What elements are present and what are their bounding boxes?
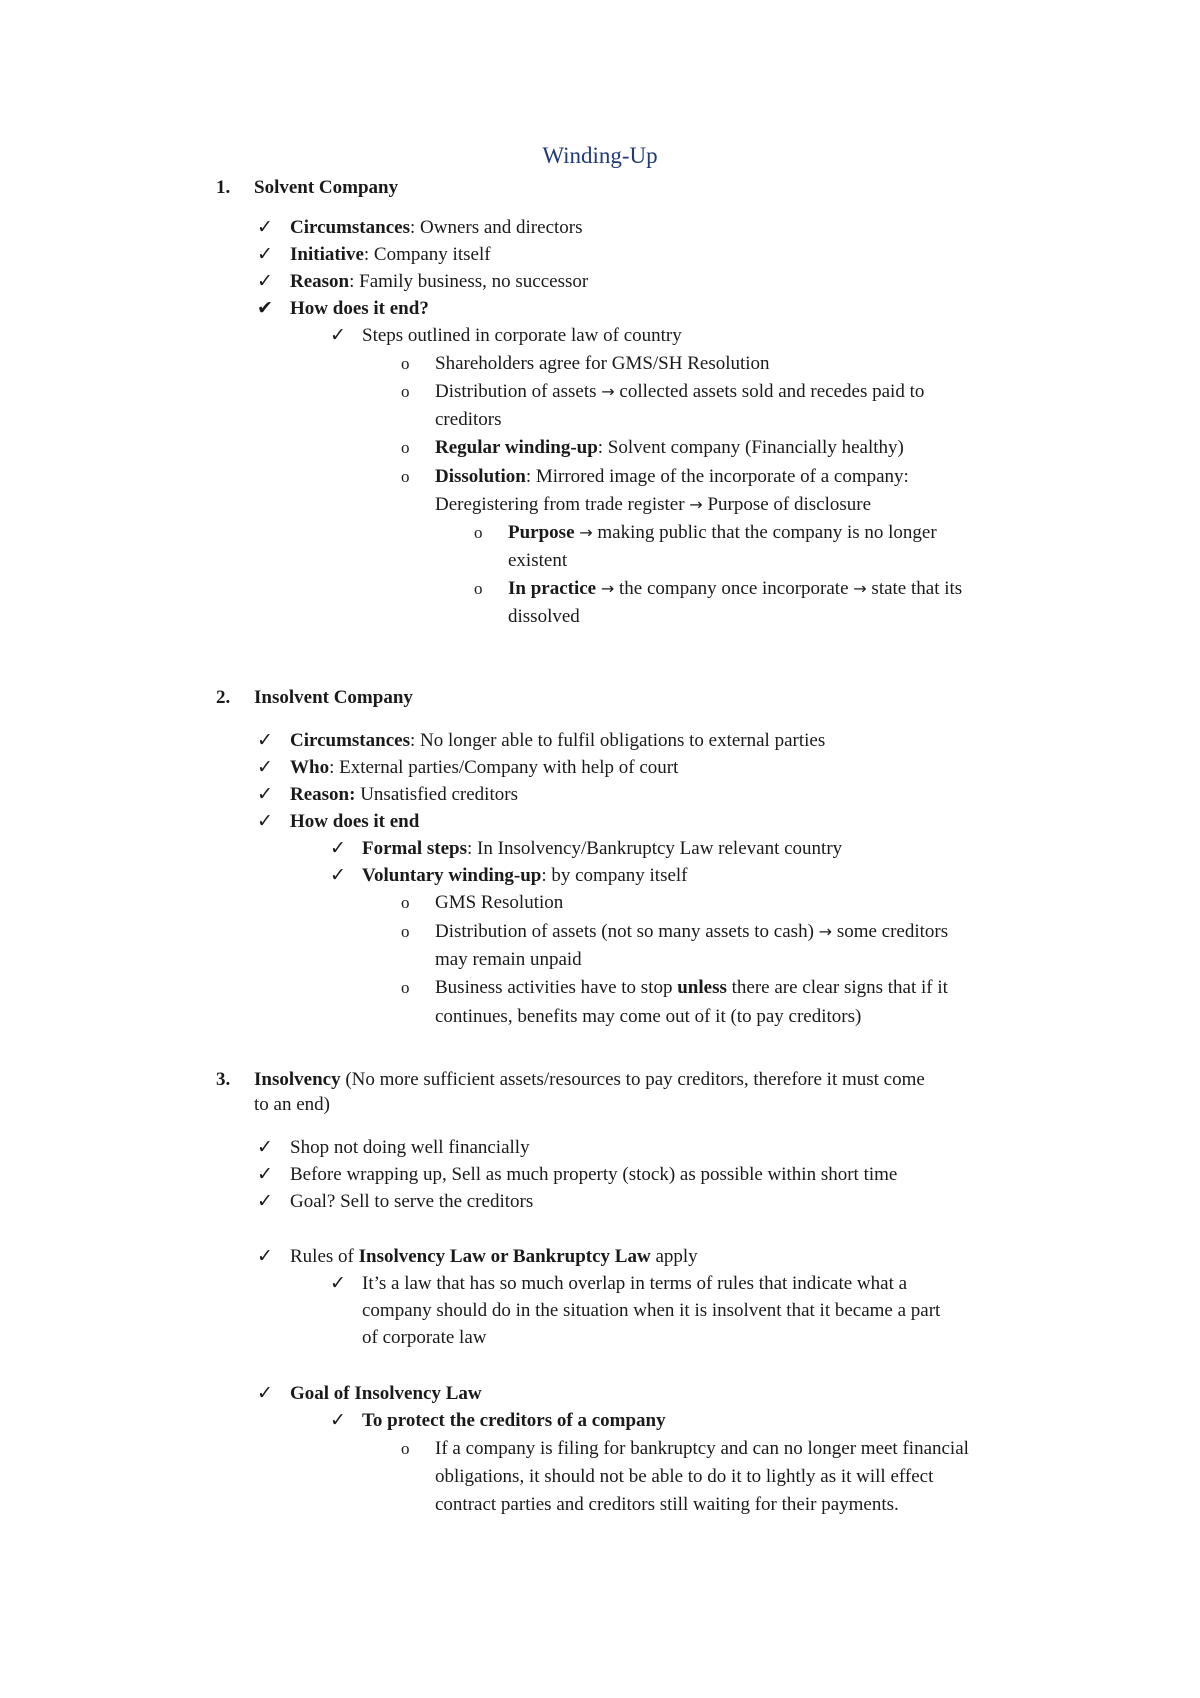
- check-icon: ✓: [257, 244, 273, 265]
- list-item: Formal steps: In Insolvency/Bankruptcy Law relevant country: [362, 838, 843, 859]
- list-item-continued: obligations, it should not be able to do it to lightly as it will effect: [435, 1466, 934, 1487]
- bullet-o-icon: o: [401, 467, 410, 486]
- section-heading-continued: to an end): [254, 1094, 330, 1115]
- check-icon: ✓: [330, 1273, 346, 1294]
- bullet-o-icon: o: [401, 1439, 410, 1458]
- list-item: Shareholders agree for GMS/SH Resolution: [435, 353, 770, 374]
- check-icon: ✓: [330, 1410, 346, 1431]
- arrow-right-icon: →: [818, 922, 833, 941]
- bullet-o-icon: o: [474, 579, 483, 598]
- arrow-right-icon: →: [579, 523, 593, 542]
- check-icon: ✓: [257, 217, 273, 238]
- check-icon: ✓: [257, 730, 273, 751]
- list-item: If a company is filing for bankruptcy and can no longer meet financial: [435, 1438, 969, 1459]
- list-item: Before wrapping up, Sell as much property (stock) as possible within short time: [290, 1164, 898, 1185]
- list-item: Goal? Sell to serve the creditors: [290, 1191, 534, 1212]
- list-item: To protect the creditors of a company: [362, 1410, 666, 1431]
- arrow-right-icon: →: [853, 579, 867, 598]
- list-item-continued: contract parties and creditors still waiting for their payments.: [435, 1494, 899, 1515]
- page-title: Winding-Up: [542, 143, 658, 168]
- check-icon: ✓: [257, 757, 273, 778]
- list-item: Steps outlined in corporate law of country: [362, 325, 682, 346]
- bullet-o-icon: o: [401, 893, 410, 912]
- check-icon: ✓: [257, 1246, 273, 1267]
- bullet-o-icon: o: [474, 523, 483, 542]
- section-number: 2.: [216, 687, 231, 708]
- list-item-continued: creditors: [435, 409, 502, 430]
- list-item: Regular winding-up: Solvent company (Financially healthy): [435, 437, 904, 458]
- list-item: It’s a law that has so much overlap in terms of rules that indicate what a: [362, 1273, 908, 1294]
- bullet-o-icon: o: [401, 382, 410, 401]
- list-item: Distribution of assets → collected assets sold and recedes paid to: [435, 381, 925, 402]
- arrow-right-icon: →: [601, 382, 615, 401]
- list-item-continued: may remain unpaid: [435, 949, 582, 970]
- list-item-continued: existent: [508, 550, 568, 571]
- check-bold-icon: ✔: [257, 298, 273, 319]
- check-icon: ✓: [330, 838, 346, 859]
- list-item-continued: dissolved: [508, 606, 580, 627]
- list-item: Business activities have to stop unless there are clear signs that if it: [435, 977, 948, 998]
- check-icon: ✓: [257, 1383, 273, 1404]
- check-icon: ✓: [330, 325, 346, 346]
- list-item: Reason: Unsatisfied creditors: [290, 784, 518, 805]
- list-item-continued: of corporate law: [362, 1327, 487, 1348]
- check-icon: ✓: [257, 1191, 273, 1212]
- list-item: Purpose → making public that the company is no longer: [508, 522, 937, 543]
- check-icon: ✓: [257, 811, 273, 832]
- bullet-o-icon: o: [401, 978, 410, 997]
- check-icon: ✓: [257, 271, 273, 292]
- list-item: Circumstances: No longer able to fulfil obligations to external parties: [290, 730, 826, 751]
- list-item: Shop not doing well financially: [290, 1137, 530, 1158]
- check-icon: ✓: [257, 1164, 273, 1185]
- bullet-o-icon: o: [401, 354, 410, 373]
- section-heading: Insolvent Company: [254, 687, 413, 708]
- list-item: In practice → the company once incorporate → state that its: [508, 578, 963, 599]
- list-item: Distribution of assets (not so many assets to cash) → some creditors: [435, 921, 949, 942]
- list-item: Circumstances: Owners and directors: [290, 217, 583, 238]
- list-item-continued: Deregistering from trade register → Purpose of disclosure: [435, 494, 872, 515]
- section-heading: Insolvency (No more sufficient assets/resources to pay creditors, therefore it must come: [254, 1069, 925, 1090]
- arrow-right-icon: →: [689, 495, 703, 514]
- list-item-continued: continues, benefits may come out of it (to pay creditors): [435, 1006, 862, 1027]
- arrow-right-icon: →: [600, 579, 615, 598]
- list-item: Goal of Insolvency Law: [290, 1383, 482, 1404]
- list-item: GMS Resolution: [435, 892, 564, 913]
- list-item: Dissolution: Mirrored image of the incorporate of a company:: [435, 466, 909, 487]
- bullet-o-icon: o: [401, 922, 410, 941]
- list-item: How does it end?: [290, 298, 429, 319]
- list-item-continued: company should do in the situation when it is insolvent that it became a part: [362, 1300, 941, 1321]
- section-number: 3.: [216, 1069, 231, 1090]
- check-icon: ✓: [330, 865, 346, 886]
- bullet-o-icon: o: [401, 438, 410, 457]
- list-item: Who: External parties/Company with help of court: [290, 757, 679, 778]
- list-item: Rules of Insolvency Law or Bankruptcy Law apply: [290, 1246, 698, 1267]
- list-item: Voluntary winding-up: by company itself: [362, 865, 688, 886]
- list-item: How does it end: [290, 811, 420, 832]
- section-heading: Solvent Company: [254, 177, 399, 198]
- check-icon: ✓: [257, 1137, 273, 1158]
- list-item: Initiative: Company itself: [290, 244, 491, 265]
- list-item: Reason: Family business, no successor: [290, 271, 589, 292]
- check-icon: ✓: [257, 784, 273, 805]
- section-number: 1.: [216, 177, 231, 198]
